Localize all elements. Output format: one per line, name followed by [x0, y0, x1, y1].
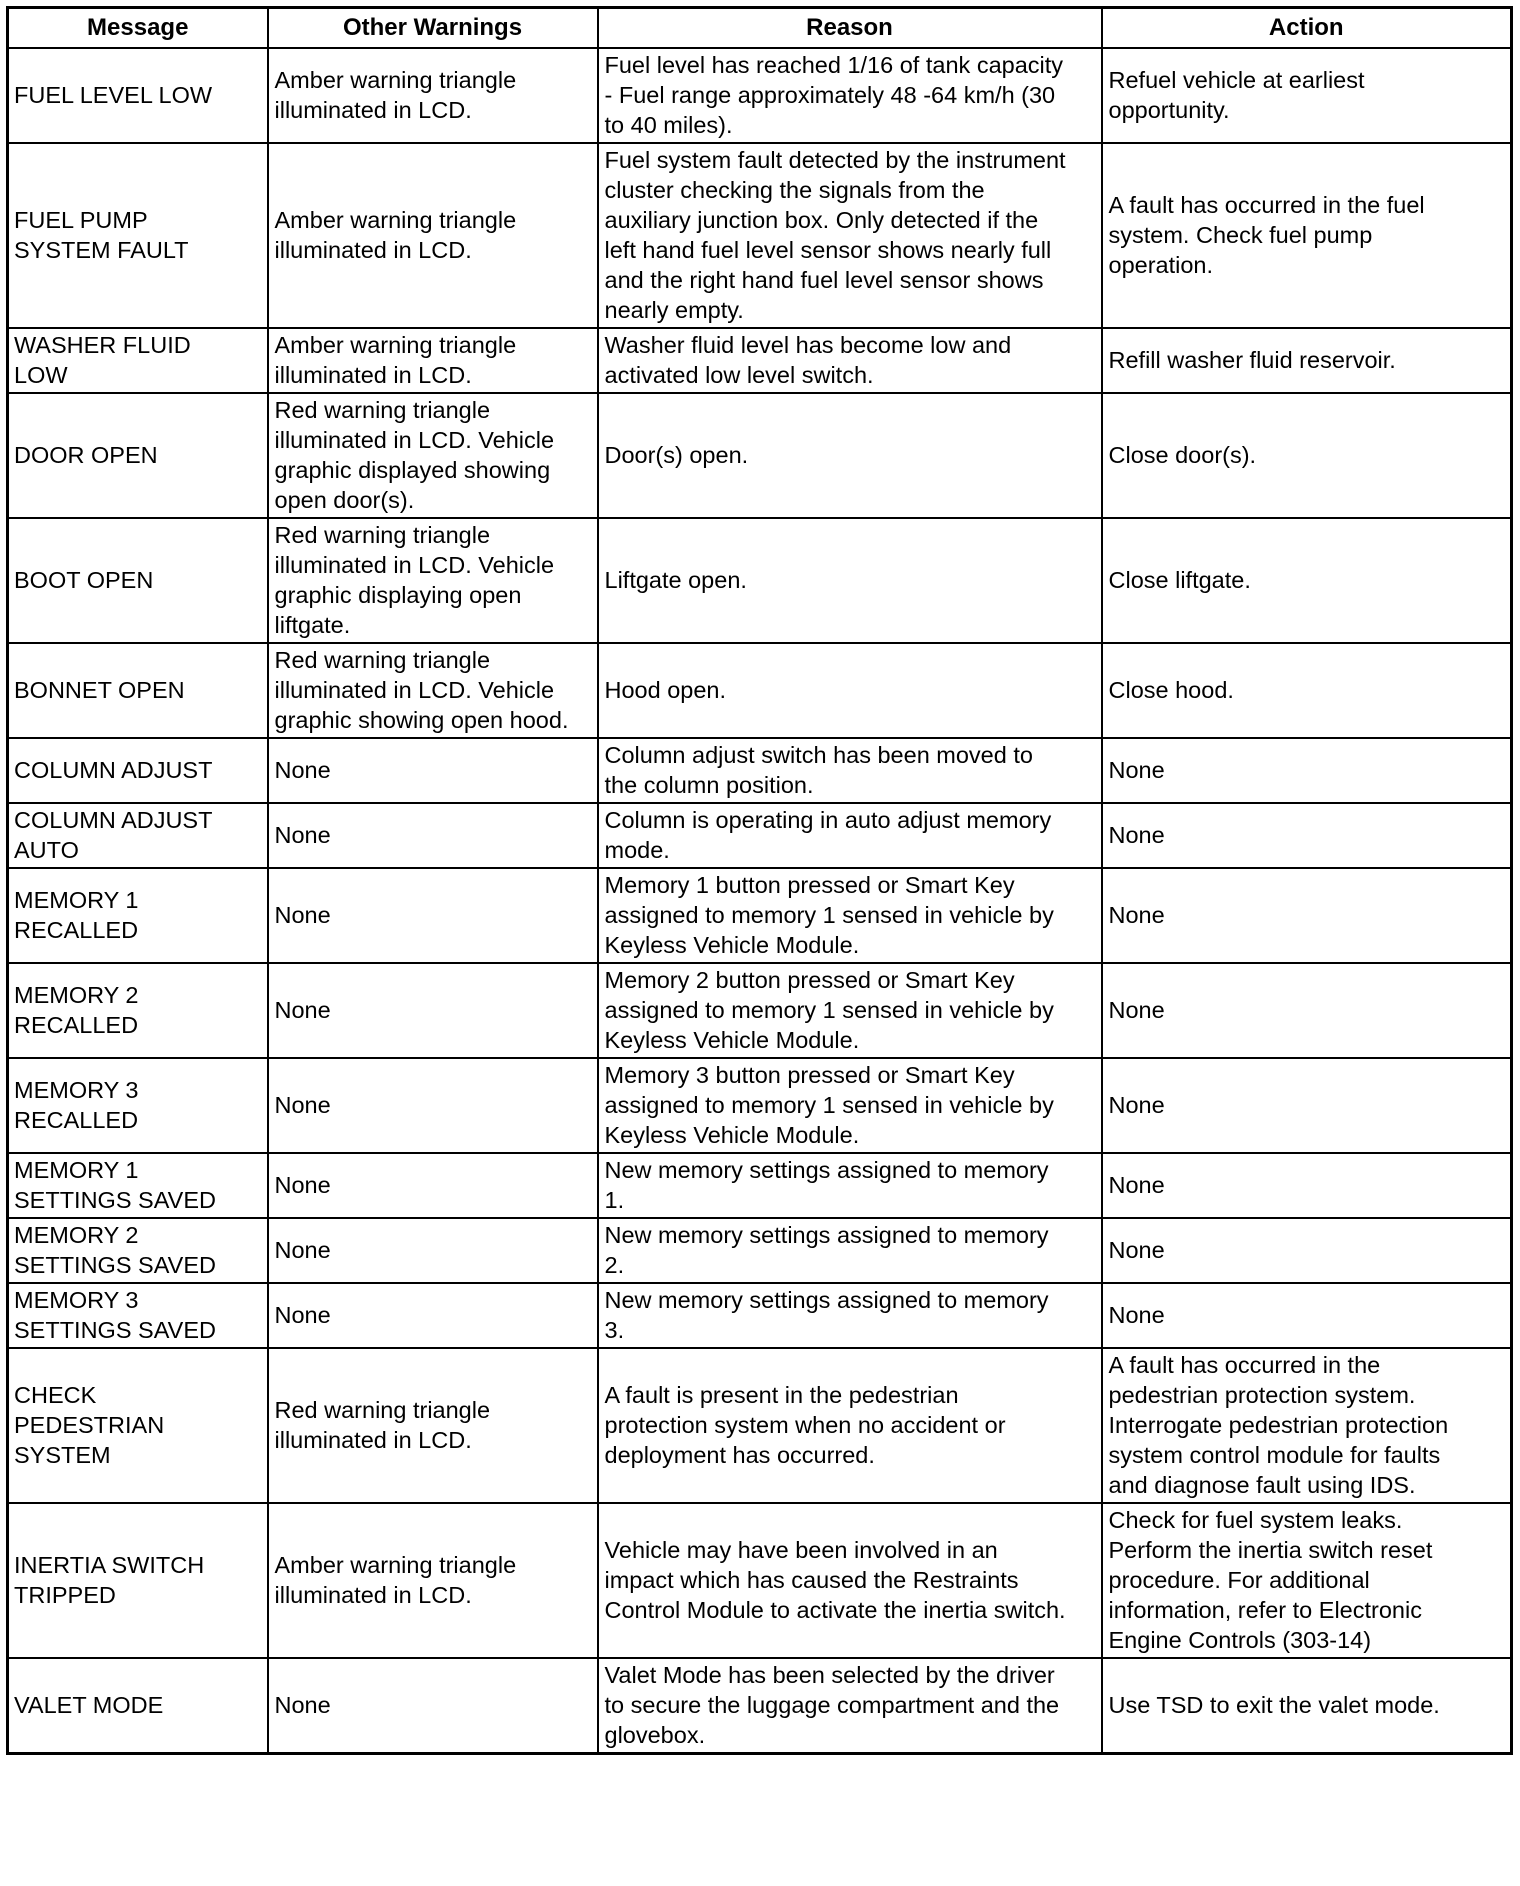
message-cell: DOOR OPEN: [8, 393, 268, 518]
message-cell: FUEL LEVEL LOW: [8, 48, 268, 143]
reason-cell: New memory settings assigned to memory 1.: [598, 1153, 1102, 1218]
message-cell: BONNET OPEN: [8, 643, 268, 738]
other-warnings-cell: Red warning triangle illuminated in LCD. Vehicle graphic showing open hood.: [268, 643, 598, 738]
other-warnings-cell: Red warning triangle illuminated in LCD. Vehicle graphic displayed showing open door(s).: [268, 393, 598, 518]
action-cell: Close hood.: [1102, 643, 1512, 738]
reason-cell: New memory settings assigned to memory 2.: [598, 1218, 1102, 1283]
action-cell: None: [1102, 803, 1512, 868]
reason-cell: Fuel level has reached 1/16 of tank capacity - Fuel range approximately 48 -64 km/h (30 to 40 miles).: [598, 48, 1102, 143]
reason-cell: Door(s) open.: [598, 393, 1102, 518]
table-row: [8, 518, 1512, 643]
table-row: [8, 1283, 1512, 1348]
table-row: [8, 738, 1512, 803]
message-cell: COLUMN ADJUST: [8, 738, 268, 803]
table-body: [8, 48, 1512, 1754]
other-warnings-cell: None: [268, 1218, 598, 1283]
message-cell: FUEL PUMP SYSTEM FAULT: [8, 143, 268, 328]
table-row: [8, 803, 1512, 868]
message-cell: COLUMN ADJUST AUTO: [8, 803, 268, 868]
action-cell: None: [1102, 1058, 1512, 1153]
reason-cell: Memory 2 button pressed or Smart Key assigned to memory 1 sensed in vehicle by Keyless Vehicle Module.: [598, 963, 1102, 1058]
header-other-warnings: Other Warnings: [268, 8, 598, 49]
action-cell: None: [1102, 963, 1512, 1058]
other-warnings-cell: None: [268, 803, 598, 868]
message-cell: MEMORY 3 SETTINGS SAVED: [8, 1283, 268, 1348]
message-cell: MEMORY 1 RECALLED: [8, 868, 268, 963]
action-cell: Refuel vehicle at earliest opportunity.: [1102, 48, 1512, 143]
other-warnings-cell: None: [268, 738, 598, 803]
reason-cell: Vehicle may have been involved in an impact which has caused the Restraints Control Module to activate the inertia switch.: [598, 1503, 1102, 1658]
message-cell: MEMORY 1 SETTINGS SAVED: [8, 1153, 268, 1218]
table-row: [8, 328, 1512, 393]
table-row: [8, 1503, 1512, 1658]
reason-cell: Memory 3 button pressed or Smart Key assigned to memory 1 sensed in vehicle by Keyless Vehicle Module.: [598, 1058, 1102, 1153]
action-cell: None: [1102, 1283, 1512, 1348]
action-cell: A fault has occurred in the fuel system. Check fuel pump operation.: [1102, 143, 1512, 328]
other-warnings-cell: None: [268, 868, 598, 963]
reason-cell: Memory 1 button pressed or Smart Key assigned to memory 1 sensed in vehicle by Keyless Vehicle Module.: [598, 868, 1102, 963]
table-row: [8, 1058, 1512, 1153]
other-warnings-cell: None: [268, 963, 598, 1058]
other-warnings-cell: Amber warning triangle illuminated in LCD.: [268, 328, 598, 393]
document-page: [6, 6, 1510, 1755]
message-cell: CHECK PEDESTRIAN SYSTEM: [8, 1348, 268, 1503]
message-cell: VALET MODE: [8, 1658, 268, 1754]
table-row: [8, 963, 1512, 1058]
action-cell: None: [1102, 1153, 1512, 1218]
other-warnings-cell: Red warning triangle illuminated in LCD.: [268, 1348, 598, 1503]
message-cell: WASHER FLUID LOW: [8, 328, 268, 393]
message-cell: BOOT OPEN: [8, 518, 268, 643]
other-warnings-cell: None: [268, 1153, 598, 1218]
table-row: [8, 393, 1512, 518]
message-cell: MEMORY 2 SETTINGS SAVED: [8, 1218, 268, 1283]
header-action: Action: [1102, 8, 1512, 49]
other-warnings-cell: Amber warning triangle illuminated in LCD.: [268, 48, 598, 143]
action-cell: Close door(s).: [1102, 393, 1512, 518]
action-cell: None: [1102, 1218, 1512, 1283]
table-header: [8, 8, 1512, 49]
message-cell: INERTIA SWITCH TRIPPED: [8, 1503, 268, 1658]
table-row: [8, 643, 1512, 738]
header-row: [8, 8, 1512, 49]
action-cell: A fault has occurred in the pedestrian protection system. Interrogate pedestrian protection system control module for faults and diagnose fault using IDS.: [1102, 1348, 1512, 1503]
table-row: [8, 1348, 1512, 1503]
other-warnings-cell: Amber warning triangle illuminated in LCD.: [268, 143, 598, 328]
reason-cell: Liftgate open.: [598, 518, 1102, 643]
table-row: [8, 1153, 1512, 1218]
table-row: [8, 1218, 1512, 1283]
reason-cell: Fuel system fault detected by the instrument cluster checking the signals from the auxiliary junction box. Only detected if the left hand fuel level sensor shows nearly full and the right hand fuel level sensor shows nearly empty.: [598, 143, 1102, 328]
action-cell: None: [1102, 868, 1512, 963]
action-cell: None: [1102, 738, 1512, 803]
reason-cell: Washer fluid level has become low and activated low level switch.: [598, 328, 1102, 393]
other-warnings-cell: None: [268, 1658, 598, 1754]
table-row: [8, 1658, 1512, 1754]
other-warnings-cell: None: [268, 1058, 598, 1153]
other-warnings-cell: None: [268, 1283, 598, 1348]
header-message: Message: [8, 8, 268, 49]
reason-cell: Column is operating in auto adjust memory mode.: [598, 803, 1102, 868]
action-cell: Use TSD to exit the valet mode.: [1102, 1658, 1512, 1754]
other-warnings-cell: Red warning triangle illuminated in LCD. Vehicle graphic displaying open liftgate.: [268, 518, 598, 643]
header-reason: Reason: [598, 8, 1102, 49]
other-warnings-cell: Amber warning triangle illuminated in LCD.: [268, 1503, 598, 1658]
message-cell: MEMORY 2 RECALLED: [8, 963, 268, 1058]
reason-cell: Valet Mode has been selected by the driver to secure the luggage compartment and the glovebox.: [598, 1658, 1102, 1754]
table-row: [8, 143, 1512, 328]
action-cell: Check for fuel system leaks. Perform the inertia switch reset procedure. For additional information, refer to Electronic Engine Controls (303-14): [1102, 1503, 1512, 1658]
reason-cell: Column adjust switch has been moved to the column position.: [598, 738, 1102, 803]
reason-cell: A fault is present in the pedestrian protection system when no accident or deployment has occurred.: [598, 1348, 1102, 1503]
table-row: [8, 48, 1512, 143]
action-cell: Refill washer fluid reservoir.: [1102, 328, 1512, 393]
reason-cell: New memory settings assigned to memory 3.: [598, 1283, 1102, 1348]
message-table: [6, 6, 1513, 1755]
action-cell: Close liftgate.: [1102, 518, 1512, 643]
table-row: [8, 868, 1512, 963]
message-cell: MEMORY 3 RECALLED: [8, 1058, 268, 1153]
reason-cell: Hood open.: [598, 643, 1102, 738]
